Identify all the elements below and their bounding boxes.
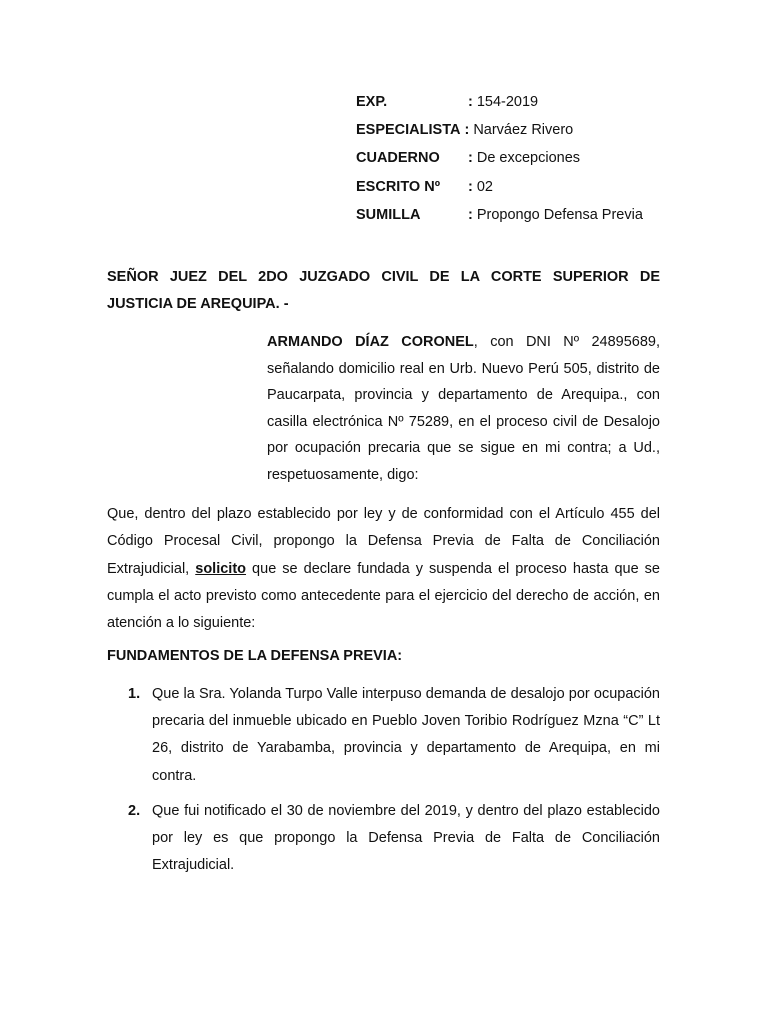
sumilla-value: Propongo Defensa Previa xyxy=(476,206,643,223)
exp-value: 154-2019 xyxy=(476,94,539,111)
petitioner-name: ARMANDO DÍAZ CORONEL xyxy=(267,334,474,350)
list-item-number: 1. xyxy=(128,686,141,702)
case-header xyxy=(356,88,696,229)
especialista-label: ESPECIALISTA xyxy=(356,122,461,139)
exp-separator: : xyxy=(468,94,473,111)
intro-paragraph xyxy=(267,329,660,488)
request-text-before: Que, dentro del plazo establecido por ley y de conformidad con el Artículo 455 del Código Procesal Civil, propongo la Defensa Previa de Falta de Conciliación Extrajudicial, xyxy=(107,506,660,577)
escrito-value: 02 xyxy=(476,178,493,195)
especialista-separator: : xyxy=(464,122,470,139)
header-row-sumilla xyxy=(356,201,696,229)
sumilla-separator: : xyxy=(468,206,473,223)
list-item-text: Que fui notificado el 30 de noviembre del 2019, y dentro del plazo establecido por ley es que propongo la Defensa Previa de Falta de Conciliación Extrajudicial. xyxy=(152,803,660,874)
escrito-separator: : xyxy=(468,178,473,195)
sumilla-label: SUMILLA xyxy=(356,206,421,223)
cuaderno-label: CUADERNO xyxy=(356,150,440,167)
header-row-exp xyxy=(356,88,696,116)
request-paragraph xyxy=(107,501,660,637)
addressee xyxy=(107,264,660,318)
list-item-text: Que la Sra. Yolanda Turpo Valle interpuso demanda de desalojo por ocupación precaria del inmueble ubicado en Pueblo Joven Toribio Rodríguez Mzna “C” Lt 26, distrito de Yarabamba, provincia y departamento de Arequipa, en mi contra. xyxy=(152,686,660,784)
escrito-label: ESCRITO Nº xyxy=(356,178,440,195)
section-title: FUNDAMENTOS DE LA DEFENSA PREVIA: xyxy=(107,648,403,664)
request-text-after: que se declare fundada y suspenda el proceso hasta que se cumpla el acto previsto como antecedente para el ejercicio del derecho de acción, en atención a lo siguiente: xyxy=(107,560,660,632)
header-row-cuaderno xyxy=(356,144,696,172)
addressee-line-2: JUSTICIA DE AREQUIPA. - xyxy=(107,296,289,312)
list-item xyxy=(128,681,660,790)
exp-label: EXP. xyxy=(356,94,388,111)
addressee-line-1: SEÑOR JUEZ DEL 2DO JUZGADO CIVIL DE LA CORTE SUPERIOR DE xyxy=(107,269,660,285)
request-emphasis: solicito xyxy=(195,560,247,577)
list-item-number: 2. xyxy=(128,803,141,819)
cuaderno-value: De excepciones xyxy=(476,150,581,167)
intro-text: , con DNI Nº 24895689, señalando domicilio real en Urb. Nuevo Perú 505, distrito de Paucarpata, provincia y departamento de Arequipa., con casilla electrónica Nº 75289, en el proceso civil de Desalojo por ocupación precaria que se sigue en mi contra; a Ud., respetuosamente, digo: xyxy=(267,334,660,483)
especialista-value: Narváez Rivero xyxy=(473,122,574,139)
list-item xyxy=(128,798,660,880)
header-row-especialista xyxy=(356,116,696,144)
cuaderno-separator: : xyxy=(468,150,473,167)
header-row-escrito xyxy=(356,173,696,201)
